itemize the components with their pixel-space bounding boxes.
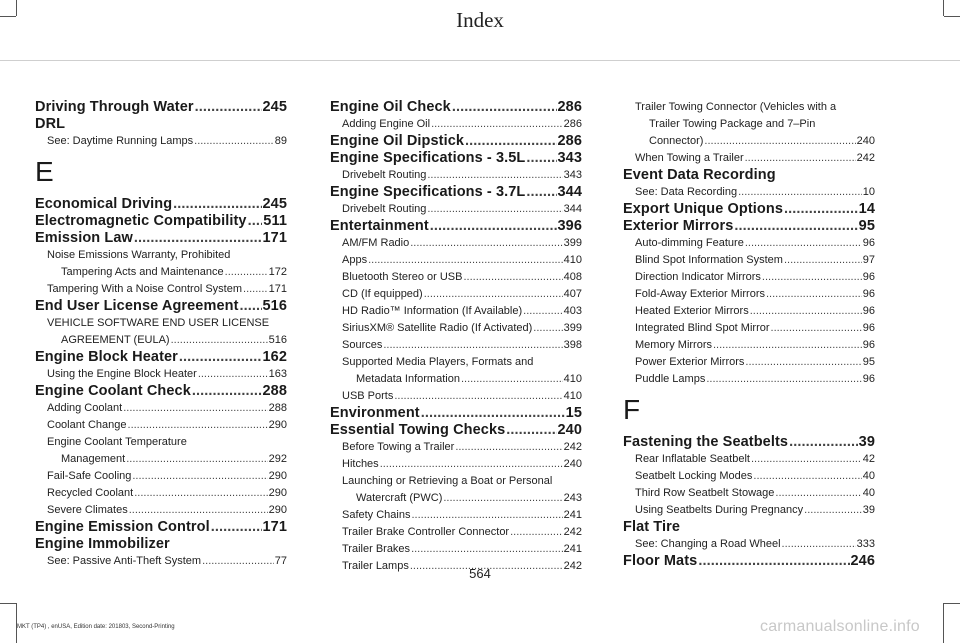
- entry-label: Tampering With a Noise Control System: [47, 283, 243, 295]
- entry-label: Driving Through Water: [35, 99, 194, 115]
- dot-leader: [738, 184, 862, 201]
- entry-label: Bluetooth Stereo or USB: [342, 271, 463, 283]
- dot-leader: [123, 400, 267, 417]
- entry-label: AM/FM Radio: [342, 237, 410, 249]
- entry-label: Engine Oil Dipstick: [330, 133, 465, 149]
- index-subentry[interactable]: [330, 337, 582, 354]
- entry-label-continued: Trailer Towing Package and 7–Pin: [649, 118, 816, 130]
- index-entry[interactable]: [330, 99, 582, 116]
- dot-leader: [134, 230, 262, 247]
- entry-label: Using the Engine Block Heater: [47, 368, 197, 380]
- page-ref: 290: [268, 504, 287, 516]
- entry-label: Coolant Change: [47, 419, 127, 431]
- entry-continuation: [342, 371, 582, 388]
- entry-label: See: Data Recording: [635, 186, 738, 198]
- entry-label: Integrated Blind Spot Mirror: [635, 322, 770, 334]
- dot-leader: [704, 133, 855, 150]
- dot-leader: [762, 269, 862, 286]
- entry-label: Export Unique Options: [623, 201, 783, 217]
- dot-leader: [129, 502, 268, 519]
- page-ref: 343: [557, 150, 582, 166]
- index-entry[interactable]: [35, 230, 287, 247]
- dot-leader: [128, 417, 268, 434]
- page-ref: 290: [268, 487, 287, 499]
- index-subentry[interactable]: [330, 116, 582, 133]
- entry-label: Fold-Away Exterior Mirrors: [635, 288, 765, 300]
- entry-label: Heated Exterior Mirrors: [635, 305, 749, 317]
- page-ref: 344: [557, 184, 582, 200]
- dot-leader: [784, 201, 858, 218]
- page-ref: 242: [563, 526, 582, 538]
- entry-label: Engine Oil Check: [330, 99, 451, 115]
- index-column-3: [623, 99, 875, 570]
- index-entry[interactable]: [623, 201, 875, 218]
- page-ref: 96: [862, 305, 875, 317]
- dot-leader: [784, 252, 862, 269]
- page-ref: 511: [263, 213, 287, 229]
- dot-leader: [173, 196, 261, 213]
- dot-leader: [171, 332, 268, 349]
- index-entry[interactable]: [35, 383, 287, 400]
- entry-label-continued: Connector): [649, 135, 704, 147]
- index-entry[interactable]: [330, 218, 582, 235]
- page-ref: 39: [862, 504, 875, 516]
- dot-leader: [194, 133, 274, 150]
- entry-label-continued: Tampering Acts and Maintenance: [61, 266, 224, 278]
- index-entry[interactable]: [330, 405, 582, 422]
- watermark: carmanualsonline.info: [760, 618, 920, 635]
- page-ref: 343: [563, 169, 582, 181]
- dot-leader: [394, 388, 562, 405]
- dot-leader: [424, 286, 563, 303]
- index-subentry[interactable]: [330, 235, 582, 252]
- page-ref: 42: [862, 453, 875, 465]
- dot-leader: [427, 167, 562, 184]
- page-ref: 408: [563, 271, 582, 283]
- page-ref: 399: [563, 322, 582, 334]
- entry-label: Floor Mats: [623, 553, 698, 569]
- page-ref: 10: [862, 186, 875, 198]
- page-ref: 77: [274, 555, 287, 567]
- dot-leader: [225, 264, 268, 281]
- entry-label: VEHICLE SOFTWARE END USER LICENSE: [47, 317, 270, 329]
- page-ref: 288: [268, 402, 287, 414]
- dot-leader: [775, 485, 861, 502]
- index-subentry[interactable]: [623, 150, 875, 167]
- page-ref: 240: [563, 458, 582, 470]
- section-letter: E: [35, 156, 54, 187]
- index-subentry[interactable]: [623, 485, 875, 502]
- entry-label: Engine Emission Control: [35, 519, 210, 535]
- entry-label: Severe Climates: [47, 504, 128, 516]
- page-ref: 172: [268, 266, 287, 278]
- entry-label: Apps: [342, 254, 368, 266]
- index-subentry[interactable]: [35, 468, 287, 485]
- dot-leader: [383, 337, 562, 354]
- index-subentry[interactable]: [35, 281, 287, 298]
- dot-leader: [195, 99, 262, 116]
- index-subentry[interactable]: [330, 473, 582, 507]
- entry-label: Drivebelt Routing: [342, 169, 427, 181]
- entry-label: See: Changing a Road Wheel: [635, 538, 781, 550]
- page-ref: 241: [563, 543, 582, 555]
- index-subentry[interactable]: [330, 439, 582, 456]
- crop-mark: [943, 603, 944, 643]
- page-ref: 96: [862, 339, 875, 351]
- dot-leader: [771, 320, 862, 337]
- entry-label: Adding Engine Oil: [342, 118, 431, 130]
- index-subentry[interactable]: [623, 320, 875, 337]
- index-entry[interactable]: [35, 99, 287, 116]
- dot-leader: [745, 150, 856, 167]
- dot-leader: [745, 354, 861, 371]
- entry-label: HD Radio™ Information (If Available): [342, 305, 523, 317]
- page-ref: 96: [862, 237, 875, 249]
- index-entry[interactable]: [35, 213, 287, 230]
- page-ref: 171: [268, 283, 287, 295]
- page-ref: 403: [563, 305, 582, 317]
- page-ref: 162: [262, 349, 287, 365]
- entry-label: CD (If equipped): [342, 288, 423, 300]
- index-heading: Engine Immobilizer: [35, 536, 170, 552]
- page-ref: 240: [557, 422, 582, 438]
- page-ref: 242: [563, 560, 582, 572]
- entry-label: Adding Coolant: [47, 402, 123, 414]
- index-subentry[interactable]: [330, 286, 582, 303]
- page-ref: 96: [862, 271, 875, 283]
- entry-label: Engine Specifications - 3.5L: [330, 150, 526, 166]
- dot-leader: [533, 320, 562, 337]
- entry-label: Economical Driving: [35, 196, 173, 212]
- page-ref: 246: [850, 553, 875, 569]
- crop-mark: [0, 603, 16, 604]
- dot-leader: [380, 456, 563, 473]
- index-subentry[interactable]: [35, 366, 287, 383]
- entry-label: When Towing a Trailer: [635, 152, 744, 164]
- entry-label: End User License Agreement: [35, 298, 239, 314]
- page-ref: 241: [563, 509, 582, 521]
- dot-leader: [506, 422, 556, 439]
- entry-label: Exterior Mirrors: [623, 218, 734, 234]
- index-entry[interactable]: [623, 218, 875, 235]
- entry-label: Engine Coolant Check: [35, 383, 191, 399]
- entry-label: Fail-Safe Cooling: [47, 470, 132, 482]
- dot-leader: [753, 468, 861, 485]
- entry-label: See: Passive Anti-Theft System: [47, 555, 202, 567]
- index-entry[interactable]: [623, 434, 875, 451]
- dot-leader: [192, 383, 262, 400]
- dot-leader: [523, 303, 562, 320]
- index-subentry[interactable]: [35, 485, 287, 502]
- dot-leader: [198, 366, 268, 383]
- entry-label: See: Daytime Running Lamps: [47, 135, 194, 147]
- page-ref: 97: [862, 254, 875, 266]
- page-ref: 14: [858, 201, 875, 217]
- entry-continuation: [47, 332, 287, 349]
- page-ref: 410: [563, 373, 582, 385]
- dot-leader: [427, 201, 562, 218]
- page-title: Index: [456, 8, 504, 32]
- crop-mark: [16, 603, 17, 643]
- page-ref: 242: [563, 441, 582, 453]
- index-subentry[interactable]: [623, 536, 875, 553]
- dot-leader: [430, 218, 557, 235]
- page-ref: 410: [563, 390, 582, 402]
- page-ref: 396: [557, 218, 582, 234]
- header-divider: [0, 60, 960, 61]
- dot-leader: [211, 519, 262, 536]
- dot-leader: [465, 133, 556, 150]
- index-subentry[interactable]: [35, 434, 287, 468]
- page-ref: 89: [274, 135, 287, 147]
- index-subentry[interactable]: [623, 269, 875, 286]
- index-subentry[interactable]: [35, 315, 287, 349]
- section-letter: F: [623, 394, 641, 425]
- entry-label: Entertainment: [330, 218, 429, 234]
- page-ref: 171: [262, 519, 287, 535]
- page-ref: 39: [858, 434, 875, 450]
- page-ref: 290: [268, 419, 287, 431]
- index-entry[interactable]: [35, 298, 287, 315]
- index-subentry[interactable]: [623, 286, 875, 303]
- entry-label: Blind Spot Information System: [635, 254, 783, 266]
- entry-continuation: [47, 451, 287, 468]
- page-ref: 245: [262, 196, 287, 212]
- index-column-2: [330, 99, 582, 575]
- entry-label: Rear Inflatable Seatbelt: [635, 453, 750, 465]
- index-subentry[interactable]: [330, 524, 582, 541]
- dot-leader: [411, 541, 563, 558]
- page-ref: 398: [563, 339, 582, 351]
- entry-label: Power Exterior Mirrors: [635, 356, 745, 368]
- index-subentry[interactable]: [623, 303, 875, 320]
- entry-label: Sources: [342, 339, 383, 351]
- page-ref: 171: [262, 230, 287, 246]
- edition-footer: MKT (TP4) , enUSA, Edition date: 201803, Second-Printing: [17, 624, 175, 630]
- page-ref: 15: [565, 405, 582, 421]
- entry-label: Auto-dimming Feature: [635, 237, 744, 249]
- entry-label: Electromagnetic Compatibility: [35, 213, 247, 229]
- dot-leader: [410, 235, 562, 252]
- dot-leader: [789, 434, 858, 451]
- index-subentry[interactable]: [330, 252, 582, 269]
- dot-leader: [431, 116, 563, 133]
- index-subentry[interactable]: [623, 451, 875, 468]
- page-ref: 95: [862, 356, 875, 368]
- page-ref: 163: [268, 368, 287, 380]
- page-ref: 410: [563, 254, 582, 266]
- index-subentry[interactable]: [35, 417, 287, 434]
- page-ref: 286: [557, 99, 582, 115]
- entry-label: Seatbelt Locking Modes: [635, 470, 753, 482]
- index-entry[interactable]: [330, 184, 582, 201]
- entry-label: Essential Towing Checks: [330, 422, 506, 438]
- index-heading: Flat Tire: [623, 519, 681, 535]
- index-subentry[interactable]: [330, 388, 582, 405]
- index-column-1: [35, 99, 287, 570]
- index-subentry[interactable]: [330, 320, 582, 337]
- index-entry[interactable]: [35, 349, 287, 366]
- entry-label-continued: Watercraft (PWC): [356, 492, 443, 504]
- dot-leader: [751, 451, 862, 468]
- dot-leader: [750, 303, 862, 320]
- entry-label: Trailer Towing Connector (Vehicles with a: [635, 101, 837, 113]
- page-ref: 407: [563, 288, 582, 300]
- entry-label: Recycled Coolant: [47, 487, 134, 499]
- dot-leader: [804, 502, 862, 519]
- dot-leader: [443, 490, 562, 507]
- index-subentry[interactable]: [330, 201, 582, 218]
- entry-label-continued: Metadata Information: [356, 373, 460, 385]
- dot-leader: [713, 337, 862, 354]
- page-ref: 288: [262, 383, 287, 399]
- entry-label: Trailer Lamps: [342, 560, 409, 572]
- dot-leader: [706, 371, 861, 388]
- dot-leader: [526, 184, 556, 201]
- index-subentry[interactable]: [623, 252, 875, 269]
- index-subentry[interactable]: [35, 133, 287, 150]
- page-ref: 333: [856, 538, 875, 550]
- entry-label: USB Ports: [342, 390, 394, 402]
- dot-leader: [248, 213, 263, 230]
- crop-mark: [944, 603, 960, 604]
- index-heading: DRL: [35, 116, 66, 132]
- entry-label: Trailer Brake Controller Connector: [342, 526, 510, 538]
- index-heading: Event Data Recording: [623, 167, 776, 183]
- dot-leader: [766, 286, 862, 303]
- index-subentry[interactable]: [623, 337, 875, 354]
- index-subentry[interactable]: [330, 303, 582, 320]
- dot-leader: [782, 536, 856, 553]
- entry-label: Direction Indicator Mirrors: [635, 271, 761, 283]
- page-ref: 344: [563, 203, 582, 215]
- entry-label-continued: Management: [61, 453, 126, 465]
- entry-label: Launching or Retrieving a Boat or Personal: [342, 475, 553, 487]
- page-ref: 516: [268, 334, 287, 346]
- dot-leader: [179, 349, 262, 366]
- page-ref: 286: [557, 133, 582, 149]
- dot-leader: [243, 281, 268, 298]
- page-ref: 96: [862, 373, 875, 385]
- index-subentry[interactable]: [330, 167, 582, 184]
- page-ref: 40: [862, 487, 875, 499]
- index-entry[interactable]: [35, 519, 287, 536]
- entry-label: Emission Law: [35, 230, 133, 246]
- index-subentry[interactable]: [35, 247, 287, 281]
- dot-leader: [134, 485, 267, 502]
- index-subentry[interactable]: [623, 371, 875, 388]
- dot-leader: [510, 524, 563, 541]
- page-number: 564: [469, 566, 491, 581]
- dot-leader: [461, 371, 563, 388]
- entry-label: Engine Coolant Temperature: [47, 436, 187, 448]
- index-subentry[interactable]: [330, 541, 582, 558]
- index-subentry[interactable]: [330, 456, 582, 473]
- page-ref: 399: [563, 237, 582, 249]
- index-subentry[interactable]: [623, 99, 875, 150]
- dot-leader: [455, 439, 562, 456]
- page-ref: 516: [262, 298, 287, 314]
- entry-label: Memory Mirrors: [635, 339, 712, 351]
- entry-label: Puddle Lamps: [635, 373, 706, 385]
- entry-label: Drivebelt Routing: [342, 203, 427, 215]
- page-ref: 245: [262, 99, 287, 115]
- dot-leader: [734, 218, 857, 235]
- index-subentry[interactable]: [623, 235, 875, 252]
- entry-label: Safety Chains: [342, 509, 411, 521]
- entry-label: SiriusXM® Satellite Radio (If Activated): [342, 322, 533, 334]
- entry-continuation: [635, 133, 875, 150]
- index-entry[interactable]: [330, 422, 582, 439]
- index-subentry[interactable]: [330, 507, 582, 524]
- entry-label: Third Row Seatbelt Stowage: [635, 487, 775, 499]
- page-ref: 290: [268, 470, 287, 482]
- index-entry[interactable]: [330, 150, 582, 167]
- dot-leader: [240, 298, 262, 315]
- entry-label: Supported Media Players, Formats and: [342, 356, 534, 368]
- index-subentry[interactable]: [330, 354, 582, 388]
- entry-label: Fastening the Seatbelts: [623, 434, 789, 450]
- index-entry[interactable]: [330, 133, 582, 150]
- entry-label: Before Towing a Trailer: [342, 441, 455, 453]
- page-ref: 242: [856, 152, 875, 164]
- dot-leader: [745, 235, 862, 252]
- page-ref: 96: [862, 288, 875, 300]
- page-ref: 95: [858, 218, 875, 234]
- entry-label-continued: AGREEMENT (EULA): [61, 334, 170, 346]
- dot-leader: [452, 99, 557, 116]
- dot-leader: [132, 468, 267, 485]
- entry-continuation: [47, 264, 287, 281]
- index-subentry[interactable]: [35, 400, 287, 417]
- entry-label: Noise Emissions Warranty, Prohibited: [47, 249, 231, 261]
- entry-label: Engine Block Heater: [35, 349, 178, 365]
- dot-leader: [526, 150, 556, 167]
- entry-continuation: [342, 490, 582, 507]
- entry-label: Using Seatbelts During Pregnancy: [635, 504, 804, 516]
- dot-leader: [463, 269, 562, 286]
- dot-leader: [368, 252, 563, 269]
- index-subentry[interactable]: [623, 354, 875, 371]
- entry-label: Trailer Brakes: [342, 543, 411, 555]
- page-ref: 286: [563, 118, 582, 130]
- index-subentry[interactable]: [623, 184, 875, 201]
- index-subentry[interactable]: [330, 269, 582, 286]
- entry-label: Environment: [330, 405, 420, 421]
- index-subentry[interactable]: [35, 502, 287, 519]
- page-ref: 96: [862, 322, 875, 334]
- dot-leader: [421, 405, 565, 422]
- index-subentry[interactable]: [623, 468, 875, 485]
- index-subentry[interactable]: [623, 502, 875, 519]
- page-ref: 292: [268, 453, 287, 465]
- page-ref: 240: [856, 135, 875, 147]
- entry-label: Engine Specifications - 3.7L: [330, 184, 526, 200]
- index-entry[interactable]: [35, 196, 287, 213]
- page-ref: 40: [862, 470, 875, 482]
- entry-label: Hitches: [342, 458, 379, 470]
- dot-leader: [411, 507, 562, 524]
- dot-leader: [126, 451, 267, 468]
- page-ref: 243: [563, 492, 582, 504]
